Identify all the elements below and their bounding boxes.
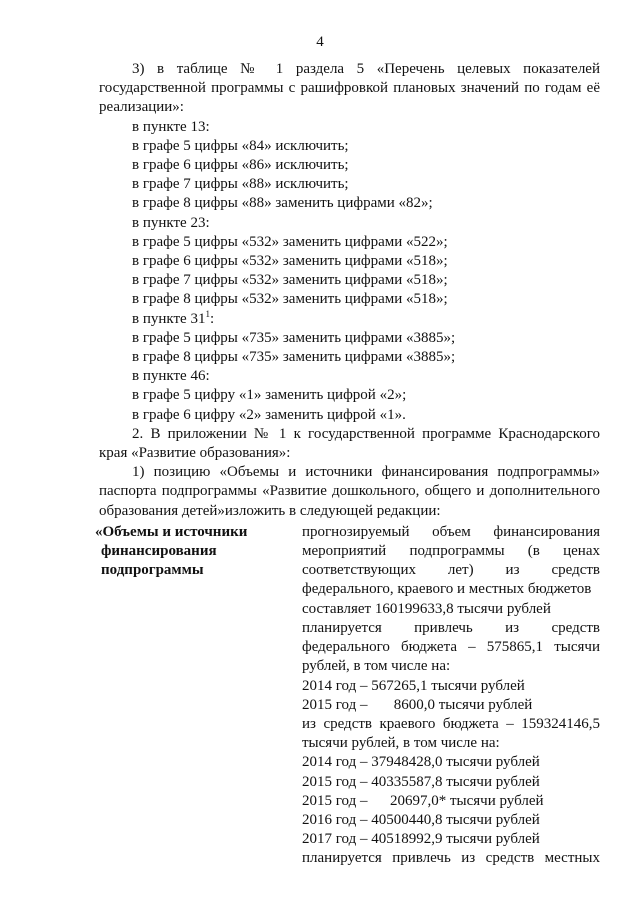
- financing-table: [95, 523, 600, 883]
- label-line-2: финансирования: [101, 543, 217, 560]
- financing-line: 2015 год – 8600,0 тысячи рублей: [302, 696, 533, 713]
- document-body: [95, 60, 600, 883]
- financing-label: [95, 523, 295, 581]
- list-item: в графе 5 цифру «1» заменить цифрой «2»;: [132, 387, 407, 404]
- financing-line: составляет 160199633,8 тысячи рублей: [302, 600, 551, 617]
- point-31-line: [99, 310, 600, 329]
- section-2-1-line-1: 1) позицию «Объемы и источники финансирования подпрограммы»: [132, 464, 600, 481]
- list-item: в графе 8 цифры «532» заменить цифрами «518»;: [132, 291, 448, 308]
- list-item: в графе 5 цифры «84» исключить;: [132, 137, 349, 154]
- section-2-1-line-2: паспорта подпрограммы «Развитие дошкольного, общего и дополнительного: [99, 483, 600, 500]
- list-item: в графе 8 цифры «88» заменить цифрами «82»;: [132, 195, 433, 212]
- list-item: в пункте 13:: [132, 118, 210, 135]
- list-item: в пункте 46:: [132, 368, 210, 385]
- label-line-1: «Объемы и источники: [95, 523, 248, 540]
- list-item: в графе 6 цифру «2» заменить цифрой «1».: [132, 406, 406, 423]
- financing-line: планируется привлечь из средств местных: [302, 850, 600, 867]
- point-31-superscript: 1: [205, 308, 210, 319]
- financing-text: [302, 523, 600, 869]
- financing-line: 2014 год – 37948428,0 тысячи рублей: [302, 754, 540, 771]
- point-31-text: в пункте 31: [132, 310, 206, 327]
- intro-line-2: государственной программы с рашифровкой плановых значений по годам её: [99, 80, 600, 97]
- list-item: в графе 5 цифры «735» заменить цифрами «3885»;: [132, 329, 456, 346]
- financing-line: 2015 год – 40335587,8 тысячи рублей: [302, 773, 540, 790]
- financing-line: 2016 год – 40500440,8 тысячи рублей: [302, 811, 540, 828]
- financing-line: мероприятий подпрограммы (в ценах: [302, 543, 600, 560]
- intro-line-1: 3) в таблице № 1 раздела 5 «Перечень целевых показателей: [132, 61, 600, 77]
- financing-line: прогнозируемый объем финансирования: [302, 523, 600, 540]
- financing-line: из средств краевого бюджета – 159324146,5: [302, 715, 600, 732]
- financing-line: соответствующих лет) из средств: [302, 562, 600, 579]
- financing-line: тысячи рублей, в том числе на:: [302, 735, 500, 752]
- financing-line: планируется привлечь из средств: [302, 619, 600, 636]
- point-31-colon: :: [209, 310, 215, 327]
- intro-line-3: реализации»:: [99, 99, 184, 116]
- financing-line: 2015 год – 20697,0* тысячи рублей: [302, 792, 544, 809]
- list-item: в графе 6 цифры «86» исключить;: [132, 157, 349, 174]
- list-item: в графе 5 цифры «532» заменить цифрами «522»;: [132, 233, 448, 250]
- section-2-line-2: края «Развитие образования»:: [99, 445, 291, 462]
- section-2-line-1: 2. В приложении № 1 к государственной программе Краснодарского: [132, 425, 600, 442]
- financing-line: федерального, краевого и местных бюджетов: [302, 581, 592, 598]
- financing-line: рублей, в том числе на:: [302, 658, 451, 675]
- list-item: в пункте 23:: [132, 214, 210, 231]
- list-item: в графе 7 цифры «532» заменить цифрами «518»;: [132, 272, 448, 289]
- financing-line: федерального бюджета – 575865,1 тысячи: [302, 639, 600, 656]
- list-item: в графе 8 цифры «735» заменить цифрами «3885»;: [132, 349, 456, 366]
- section-2-1-line-3: образования детей»изложить в следующей редакции:: [99, 502, 441, 519]
- list-item: в графе 6 цифры «532» заменить цифрами «518»;: [132, 253, 448, 270]
- page-number: 4: [316, 34, 324, 50]
- label-line-3: подпрограммы: [101, 562, 204, 579]
- financing-line: 2014 год – 567265,1 тысячи рублей: [302, 677, 525, 694]
- list-item: в графе 7 цифры «88» исключить;: [132, 176, 349, 193]
- financing-line: 2017 год – 40518992,9 тысячи рублей: [302, 831, 540, 848]
